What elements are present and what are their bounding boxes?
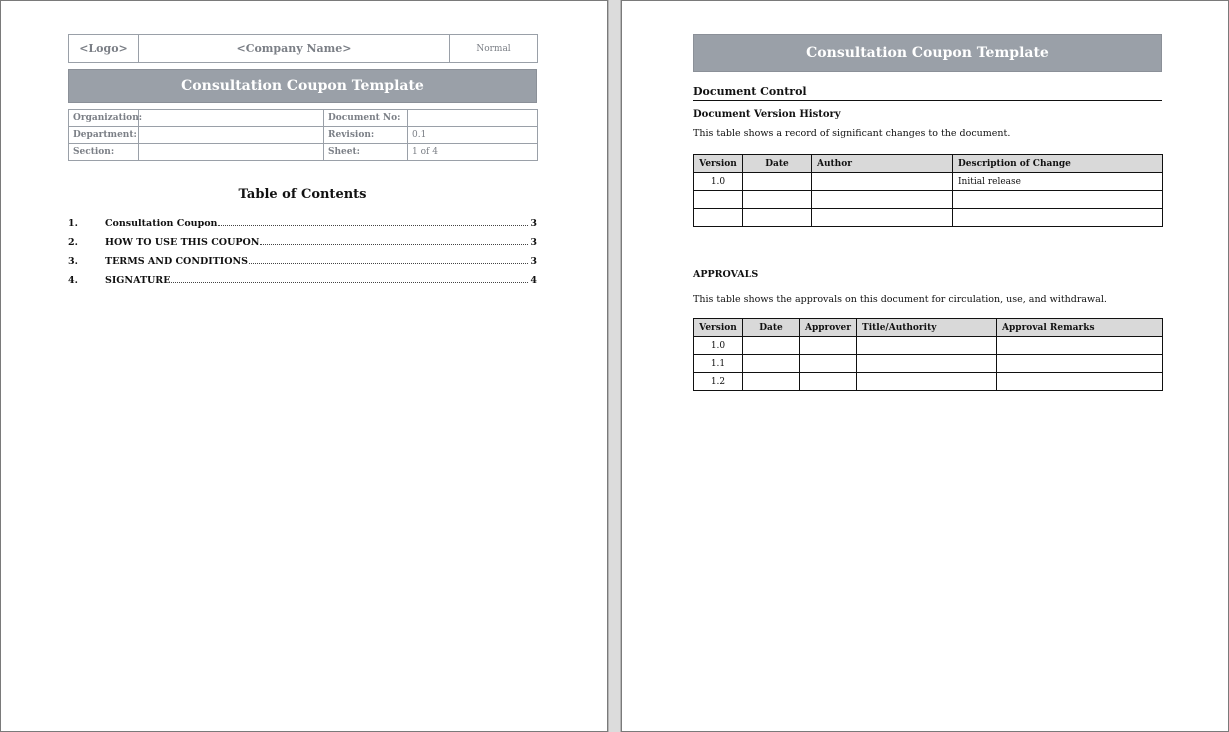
toc-entry-text: HOW TO USE THIS COUPON: [105, 237, 260, 248]
table-cell[interactable]: [812, 173, 953, 191]
info-label: Revision:: [324, 127, 408, 144]
document-info-table: [68, 109, 538, 161]
toc-list: [68, 218, 537, 294]
table-row: [694, 209, 1163, 227]
version-history-heading: Document Version History: [693, 109, 841, 120]
column-header: Approver: [800, 319, 857, 337]
table-cell[interactable]: [857, 373, 997, 391]
info-row-section: [69, 144, 538, 161]
info-value: 0.1: [408, 127, 538, 144]
table-row: [694, 337, 1163, 355]
toc-leader-dots: [249, 263, 528, 264]
table-cell[interactable]: 1.0: [694, 337, 743, 355]
table-cell[interactable]: [743, 173, 812, 191]
table-cell[interactable]: 1.2: [694, 373, 743, 391]
column-header: Version: [694, 155, 743, 173]
page-gutter: [608, 0, 621, 732]
version-history-description: This table shows a record of significant changes to the document.: [693, 128, 1011, 139]
toc-entry[interactable]: [68, 275, 537, 294]
toc-entry-text: Consultation Coupon: [105, 218, 218, 229]
table-header-row: [694, 155, 1163, 173]
table-header-row: [694, 319, 1163, 337]
table-cell[interactable]: [800, 373, 857, 391]
info-label: Section:: [69, 144, 139, 161]
toc-entry-text: SIGNATURE: [105, 275, 171, 286]
table-row: [694, 355, 1163, 373]
toc-entry-number: 1.: [68, 218, 78, 229]
style-label: Normal: [450, 35, 538, 63]
table-cell[interactable]: [743, 355, 800, 373]
table-cell[interactable]: [857, 355, 997, 373]
toc-entry-text: TERMS AND CONDITIONS: [105, 256, 249, 267]
toc-entry-page: 3: [530, 218, 537, 229]
section-heading-document-control: Document Control: [693, 85, 1162, 101]
table-cell[interactable]: [812, 209, 953, 227]
header-table: [68, 34, 538, 63]
toc-entry-number: 2.: [68, 237, 78, 248]
table-cell[interactable]: [997, 373, 1163, 391]
table-row: [694, 191, 1163, 209]
table-cell[interactable]: [997, 337, 1163, 355]
table-cell[interactable]: [800, 355, 857, 373]
info-value: [139, 110, 324, 127]
table-cell[interactable]: [997, 355, 1163, 373]
table-row: [694, 373, 1163, 391]
approvals-description: This table shows the approvals on this document for circulation, use, and withdrawal.: [693, 294, 1107, 305]
toc-entry[interactable]: [68, 218, 537, 237]
info-label: Document No:: [324, 110, 408, 127]
document-title-banner: Consultation Coupon Template: [68, 69, 537, 103]
table-cell[interactable]: [743, 209, 812, 227]
table-cell[interactable]: Initial release: [953, 173, 1163, 191]
column-header: Date: [743, 155, 812, 173]
table-cell[interactable]: [953, 209, 1163, 227]
table-cell[interactable]: [800, 337, 857, 355]
approvals-table: [693, 318, 1163, 391]
toc-entry[interactable]: [68, 237, 537, 256]
table-cell[interactable]: [694, 209, 743, 227]
column-header: Description of Change: [953, 155, 1163, 173]
toc-entry-number: 3.: [68, 256, 78, 267]
info-value: [408, 110, 538, 127]
table-cell[interactable]: [743, 373, 800, 391]
toc-leader-dots: [218, 225, 528, 226]
info-value: [139, 127, 324, 144]
page-2: [621, 0, 1229, 732]
column-header: Date: [743, 319, 800, 337]
table-cell[interactable]: [812, 191, 953, 209]
table-cell[interactable]: [857, 337, 997, 355]
info-value: 1 of 4: [408, 144, 538, 161]
toc-entry-page: 4: [530, 275, 537, 286]
logo-placeholder: <Logo>: [69, 35, 139, 63]
table-cell[interactable]: [694, 191, 743, 209]
toc-leader-dots: [171, 282, 528, 283]
table-cell[interactable]: [743, 191, 812, 209]
table-cell[interactable]: 1.0: [694, 173, 743, 191]
document-title-banner: Consultation Coupon Template: [693, 34, 1162, 72]
version-history-table: [693, 154, 1163, 227]
info-label: Department:: [69, 127, 139, 144]
page-1: [0, 0, 608, 732]
info-label: Sheet:: [324, 144, 408, 161]
column-header: Author: [812, 155, 953, 173]
table-cell[interactable]: 1.1: [694, 355, 743, 373]
info-label: Organization:: [69, 110, 139, 127]
approvals-heading: APPROVALS: [693, 269, 759, 280]
toc-entry-number: 4.: [68, 275, 78, 286]
table-row: [694, 173, 1163, 191]
company-name-placeholder: <Company Name>: [139, 35, 450, 63]
toc-leader-dots: [260, 244, 528, 245]
info-row-department: [69, 127, 538, 144]
toc-entry[interactable]: [68, 256, 537, 275]
toc-title: Table of Contents: [238, 187, 367, 202]
toc-entry-page: 3: [530, 256, 537, 267]
toc-entry-page: 3: [530, 237, 537, 248]
info-row-organization: [69, 110, 538, 127]
table-cell[interactable]: [953, 191, 1163, 209]
info-value: [139, 144, 324, 161]
column-header: Version: [694, 319, 743, 337]
column-header: Approval Remarks: [997, 319, 1163, 337]
table-cell[interactable]: [743, 337, 800, 355]
column-header: Title/Authority: [857, 319, 997, 337]
